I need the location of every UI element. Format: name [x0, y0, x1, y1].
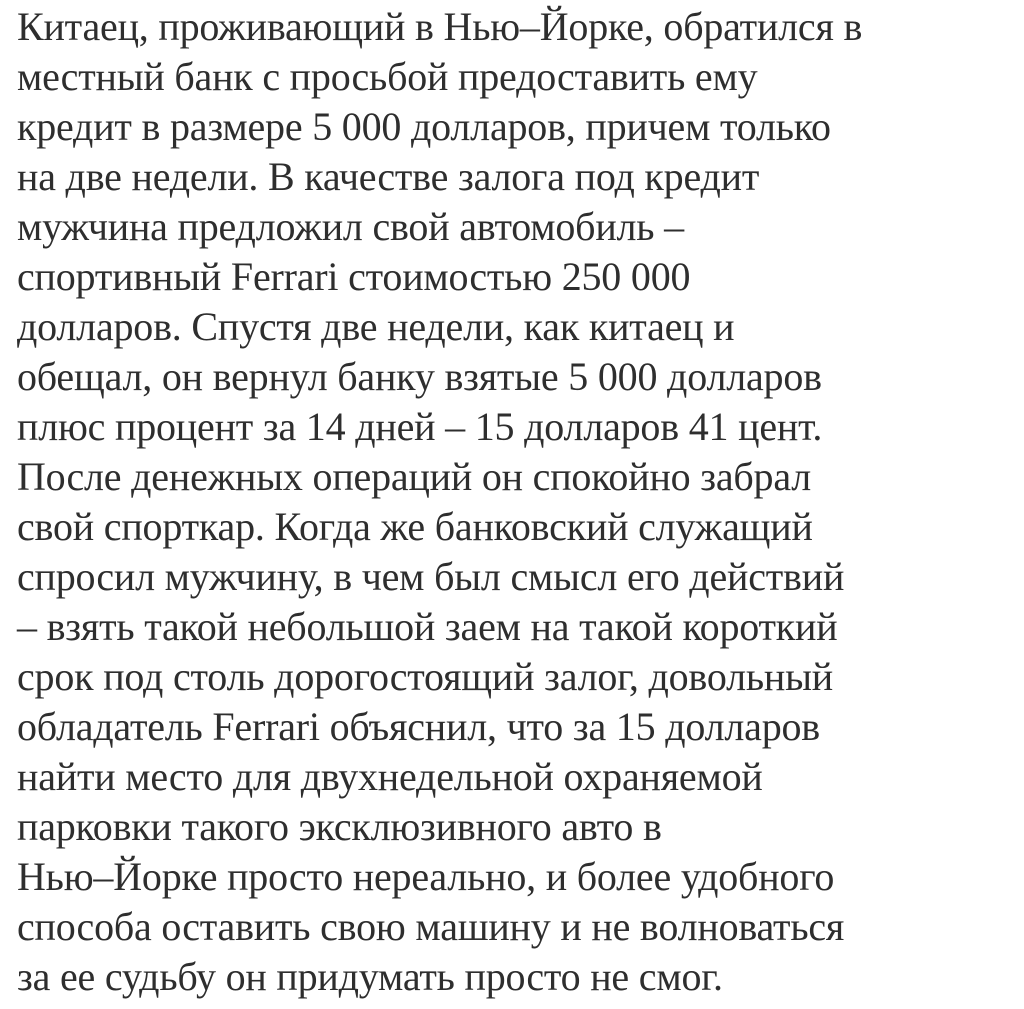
text-line: срок под столь дорогостоящий залог, довольный	[17, 654, 833, 699]
text-line: долларов. Спустя две недели, как китаец и	[17, 304, 735, 349]
text-line: местный банк с просьбой предоставить ему	[17, 54, 758, 99]
text-line: свой спорткар. Когда же банковский служащий	[17, 504, 813, 549]
text-line: мужчина предложил свой автомобиль –	[17, 204, 684, 249]
text-line: После денежных операций он спокойно забрал	[17, 454, 812, 499]
text-line: найти место для двухнедельной охраняемой	[17, 754, 763, 799]
text-line: обладатель Ferrari объяснил, что за 15 долларов	[17, 704, 820, 749]
text-line: Китаец, проживающий в Нью–Йорке, обратился в	[17, 4, 863, 49]
text-line: обещал, он вернул банку взятые 5 000 долларов	[17, 354, 822, 399]
text-line: способа оставить свою машину и не волноваться	[17, 904, 845, 949]
text-line: за ее судьбу он придумать просто не смог.	[17, 954, 723, 999]
text-line: плюс процент за 14 дней – 15 долларов 41 цент.	[17, 404, 823, 449]
text-line: спросил мужчину, в чем был смысл его действий	[17, 554, 845, 599]
article-text	[17, 0, 1017, 1009]
text-line: Нью–Йорке просто нереально, и более удобного	[17, 854, 835, 899]
text-line: кредит в размере 5 000 долларов, причем только	[17, 104, 831, 149]
text-line: на две недели. В качестве залога под кредит	[17, 154, 760, 199]
text-line: парковки такого эксклюзивного авто в	[17, 804, 662, 849]
text-line: спортивный Ferrari стоимостью 250 000	[17, 254, 691, 299]
text-line: – взять такой небольшой заем на такой короткий	[17, 604, 838, 649]
